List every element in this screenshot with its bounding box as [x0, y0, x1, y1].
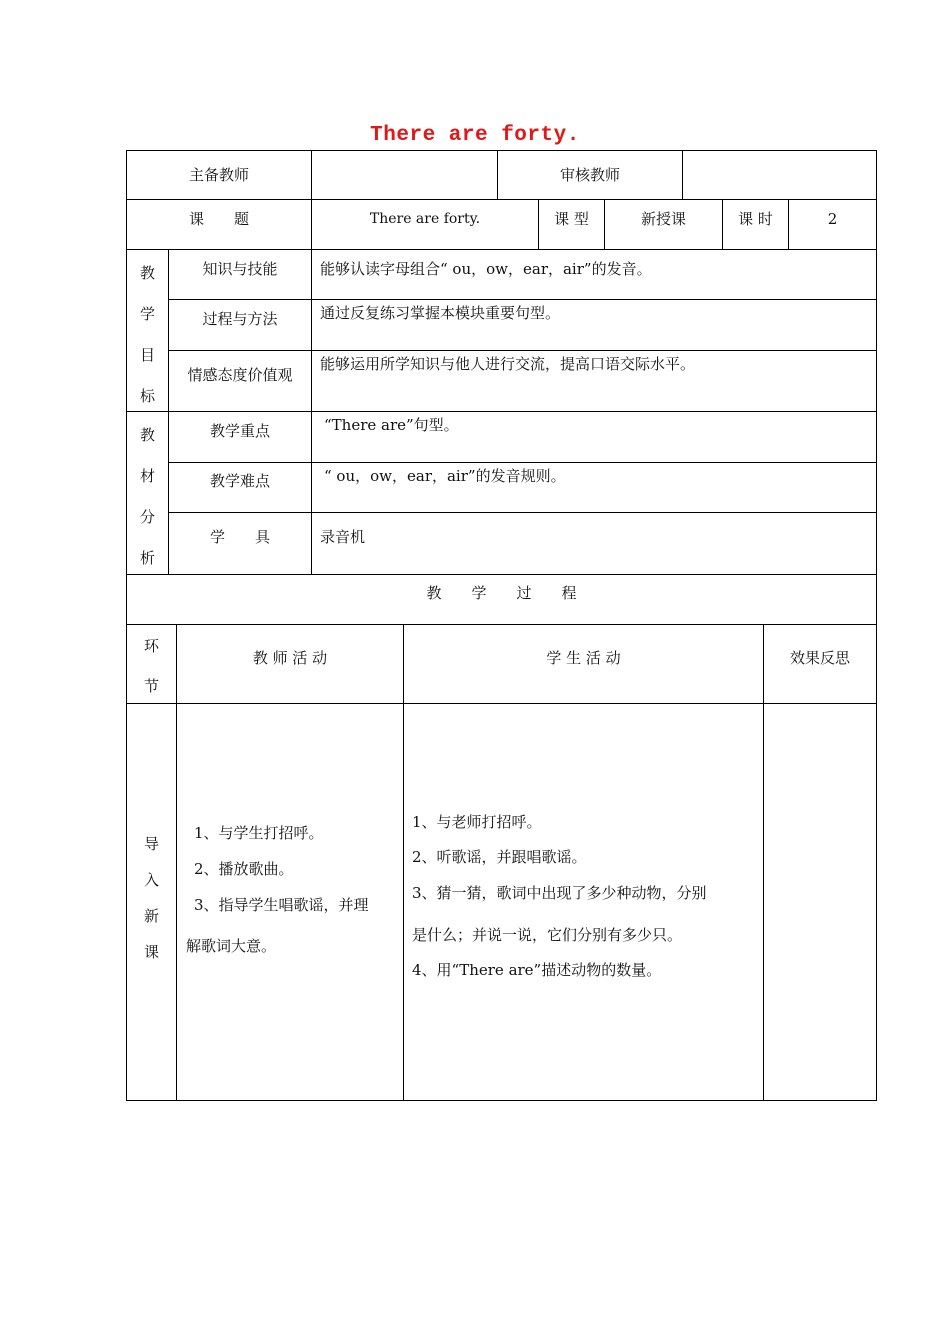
- type-label: 课 型: [554, 210, 589, 228]
- objective-content: 能够运用所学知识与他人进行交流，提高口语交际水平。: [320, 355, 696, 373]
- student-activity-line: 3、猜一猜，歌词中出现了多少种动物，分别: [412, 884, 707, 902]
- student-activity-line: 2、听歌谣，并跟唱歌谣。: [412, 848, 587, 866]
- review-teacher-label: 审核教师: [559, 166, 620, 184]
- analysis-content: “There are”句型。: [324, 416, 459, 434]
- student-activity-line: 4、用“There are”描述动物的数量。: [412, 961, 662, 979]
- objective-label: 情感态度价值观: [187, 366, 293, 384]
- process-heading: 教 学 过 程: [426, 584, 577, 602]
- student-activity-line: 1、与老师打招呼。: [412, 813, 542, 831]
- teacher-activity-line: 1、与学生打招呼。: [194, 824, 324, 842]
- analysis-content: 录音机: [320, 528, 366, 546]
- stage-column-header: 环 节: [143, 637, 159, 695]
- student-activity-line: 是什么；并说一说，它们分别有多少只。: [412, 926, 683, 944]
- reflection-header: 效果反思: [789, 649, 850, 667]
- objectives-side-label: 教 学 目 标: [139, 264, 155, 405]
- teacher-activity-line: 解歌词大意。: [186, 937, 277, 955]
- analysis-content: “ ou，ow，ear，air”的发音规则。: [324, 467, 566, 485]
- teacher-activity-header: 教 师 活 动: [252, 649, 328, 667]
- topic-label: 课 题: [188, 210, 249, 228]
- objective-label: 过程与方法: [202, 310, 278, 328]
- analysis-label: 学 具: [209, 528, 270, 546]
- topic-value: There are forty.: [369, 211, 481, 227]
- objective-content: 通过反复练习掌握本模块重要句型。: [320, 304, 561, 322]
- objective-label: 知识与技能: [202, 260, 278, 278]
- analysis-label: 教学难点: [209, 472, 270, 490]
- teacher-activity-line: 2、播放歌曲。: [194, 860, 294, 878]
- lead-teacher-label: 主备教师: [188, 166, 249, 184]
- periods-label: 课 时: [738, 210, 773, 228]
- stage-label: 导 入 新 课: [143, 835, 159, 961]
- analysis-side-label: 教 材 分 析: [139, 426, 155, 567]
- analysis-label: 教学重点: [209, 422, 270, 440]
- periods-value: 2: [827, 210, 838, 228]
- student-activity-header: 学 生 活 动: [546, 649, 621, 667]
- type-value: 新授课: [640, 210, 686, 228]
- teacher-activity-line: 3、指导学生唱歌谣，并理: [194, 896, 369, 914]
- document-title: There are forty.: [370, 124, 580, 147]
- lesson-plan-table: [126, 150, 877, 1101]
- objective-content: 能够认读字母组合“ ou，ow，ear，air”的发音。: [320, 260, 652, 278]
